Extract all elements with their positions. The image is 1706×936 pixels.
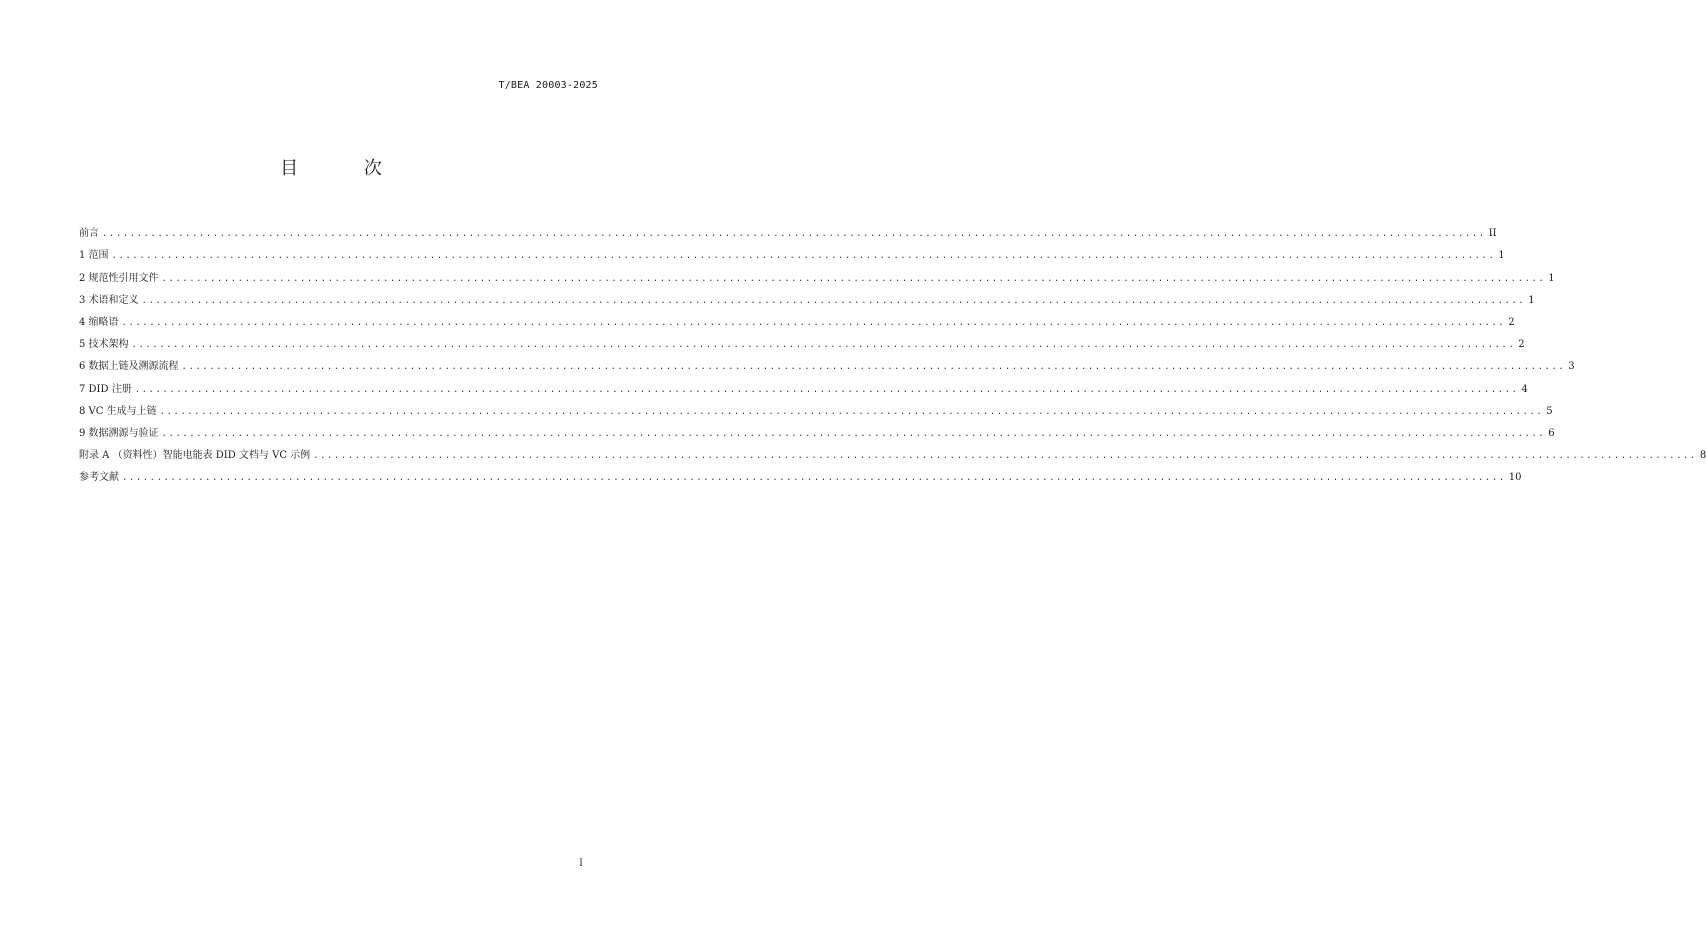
toc-entry-page: 1 [1498, 250, 1505, 262]
toc-entry-technical-architecture[interactable] [79, 330, 1525, 352]
page-number: I [579, 858, 583, 869]
toc-entry-foreword[interactable] [79, 219, 1497, 241]
toc-leader-dots: ........................................................................................................................................................................................................ [111, 251, 1496, 262]
toc-leader-dots: ........................................................................................................................................................................................................ [161, 273, 1546, 284]
toc-leader-dots: ........................................................................................................................................................................................................ [159, 406, 1544, 417]
toc-entry-annex-a[interactable] [79, 441, 1706, 463]
toc-entry-bibliography[interactable] [79, 463, 1522, 485]
toc-entry-label: 2 规范性引用文件 [79, 272, 159, 284]
toc-entry-page: 1 [1548, 272, 1555, 284]
toc-entry-page: 1 [1528, 294, 1535, 306]
toc-entry-label: 7 DID 注册 [79, 383, 132, 395]
toc-entry-page: II [1488, 228, 1497, 240]
toc-entry-vc-generation[interactable] [79, 397, 1553, 419]
toc-entry-page: 6 [1548, 427, 1555, 439]
toc-leader-dots: ........................................................................................................................................................................................................ [181, 362, 1566, 373]
toc-entry-page: 8 [1699, 450, 1706, 462]
toc-entry-label: 5 技术架构 [79, 339, 129, 351]
toc-entry-label: 附录 A （资料性）智能电能表 DID 文档与 VC 示例 [79, 450, 311, 462]
toc-entry-page: 2 [1518, 339, 1525, 351]
toc-entry-label: 3 术语和定义 [79, 294, 139, 306]
toc-entry-page: 5 [1546, 405, 1553, 417]
toc-entry-did-registration[interactable] [79, 374, 1528, 396]
document-code: T/BEA 20003-2025 [498, 80, 598, 91]
toc-entry-traceability-verification[interactable] [79, 419, 1555, 441]
toc-entry-scope[interactable] [79, 241, 1505, 263]
page-title: 目 次 [280, 158, 412, 179]
toc-entry-abbreviations[interactable] [79, 308, 1515, 330]
toc-entry-page: 10 [1508, 472, 1522, 484]
toc-entry-label: 8 VC 生成与上链 [79, 405, 157, 417]
toc-entry-label: 6 数据上链及溯源流程 [79, 361, 179, 373]
toc-leader-dots: ........................................................................................................................................................................................................ [121, 317, 1506, 328]
toc-leader-dots: ........................................................................................................................................................................................................ [161, 428, 1546, 439]
toc-leader-dots: ........................................................................................................................................................................................................ [102, 229, 1486, 240]
toc-leader-dots: ........................................................................................................................................................................................................ [134, 384, 1519, 395]
toc-leader-dots: ........................................................................................................................................................................................................ [141, 295, 1526, 306]
toc-entry-label: 1 范围 [79, 250, 109, 262]
toc-entry-label: 4 缩略语 [79, 316, 119, 328]
toc-entry-page: 4 [1521, 383, 1528, 395]
toc-entry-label: 前言 [79, 228, 99, 240]
toc-leader-dots: ........................................................................................................................................................................................................ [122, 473, 1506, 484]
toc-entry-data-chain-flow[interactable] [79, 352, 1575, 374]
toc-leader-dots: ........................................................................................................................................................................................................ [131, 340, 1516, 351]
toc-leader-dots: ........................................................................................................................................................................................................ [313, 451, 1697, 462]
toc-entry-terms-definitions[interactable] [79, 286, 1535, 308]
toc-entry-page: 3 [1568, 361, 1575, 373]
toc-entry-label: 参考文献 [79, 472, 119, 484]
toc-entry-page: 2 [1508, 316, 1515, 328]
toc-entry-normative-references[interactable] [79, 263, 1555, 285]
toc-entry-label: 9 数据溯源与验证 [79, 427, 159, 439]
table-of-contents [79, 219, 1706, 485]
